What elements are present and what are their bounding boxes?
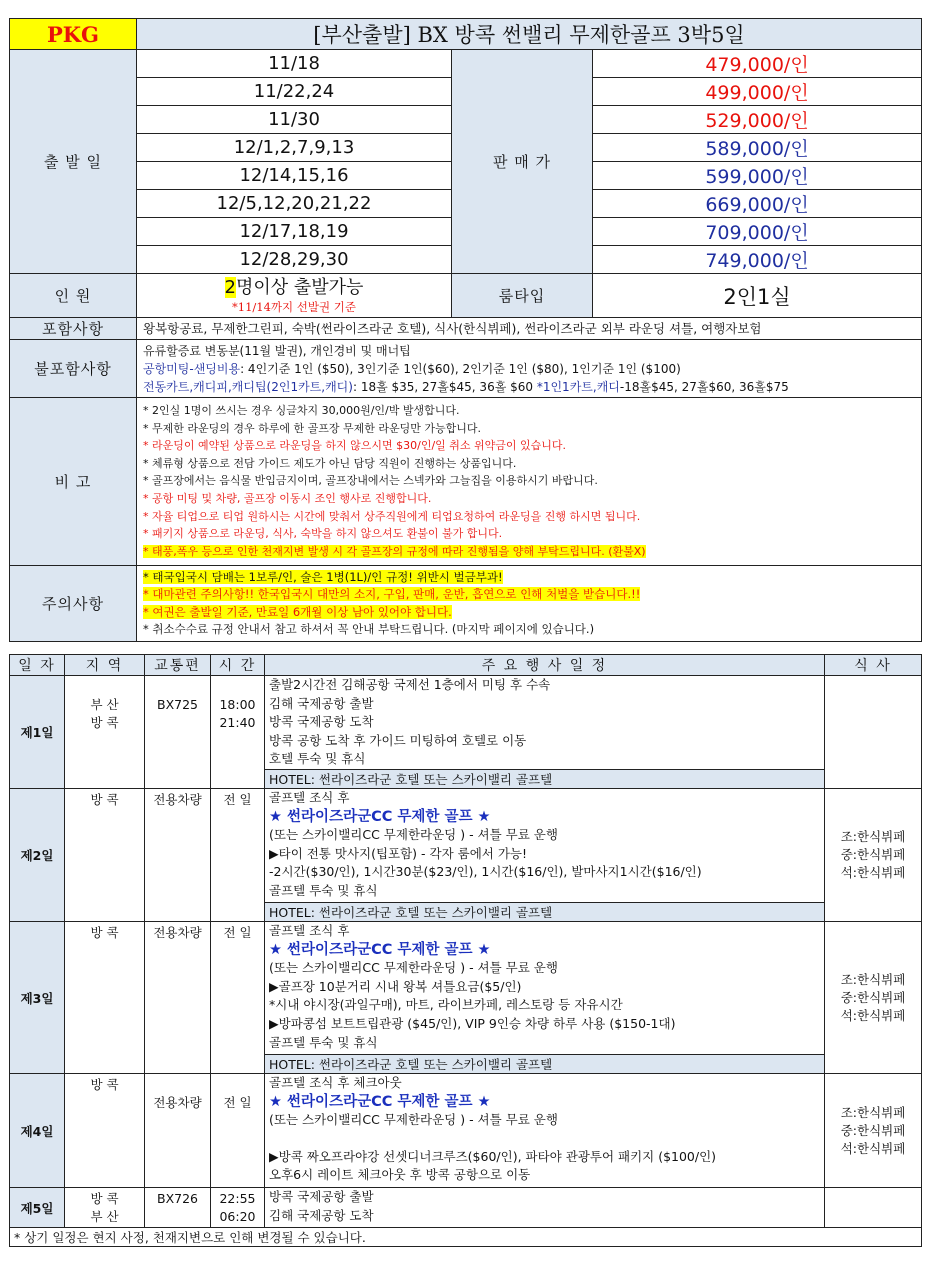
remark-line: * 골프장에서는 음식물 반입금지이며, 골프장내에서는 스넥카와 그늘집을 이용하시기 바랍니다. (143, 474, 598, 488)
hotel-info: HOTEL: 썬라이즈라군 호텔 또는 스카이밸리 골프텔 (265, 1055, 825, 1074)
remark-line: * 체류형 상품으로 전담 가이드 제도가 아닌 담당 직원이 진행하는 상품입니다. (143, 456, 517, 470)
persons-number: 2 (224, 276, 236, 298)
transport: BX726 (145, 1188, 211, 1228)
header-meals: 식 사 (825, 655, 922, 676)
room-type-label: 룸타입 (452, 274, 593, 318)
header-schedule: 주 요 행 사 일 정 (265, 655, 825, 676)
schedule-cell (265, 676, 825, 770)
remark-line: * 2인실 1명이 쓰시는 경우 싱글차지 30,000원/인/박 발생합니다. (143, 404, 460, 417)
departure-date: 11/22,24 (137, 78, 452, 106)
meals-cell (825, 1188, 922, 1228)
region: 방 콕 (65, 789, 145, 922)
region: 방 콕 (65, 1074, 145, 1188)
region-cell (65, 1188, 145, 1228)
transport: 전용차량 (145, 922, 211, 1074)
excluded-cell (137, 340, 922, 398)
meal: 중:한식뷔페 (840, 1122, 906, 1138)
persons-label: 인 원 (10, 274, 137, 318)
excluded-line-text: : 4인기준 1인 ($50), 3인기준 1인($60), 2인기준 1인 ($80), 1인기준 1인 ($100) (240, 361, 681, 376)
room-type-value: 2인1실 (593, 274, 922, 318)
meals-cell (825, 789, 922, 922)
remark-line: * 공항 미팅 및 차량, 골프장 이동시 조인 행사로 진행합니다. (143, 491, 432, 505)
schedule-line: 골프텔 투숙 및 휴식 (269, 1034, 378, 1050)
transport: 전용차량 (145, 1074, 211, 1188)
meals-cell (825, 1074, 922, 1188)
day-label: 제4일 (10, 1074, 65, 1188)
remark-line: * 무제한 라운딩의 경우 하루에 한 골프장 무제한 라운딩만 가능합니다. (143, 421, 481, 435)
meal: 중:한식뷔페 (840, 989, 906, 1005)
time: 전 일 (211, 1074, 265, 1188)
page-title: [부산출발] BX 방콕 썬밸리 무제한골프 3박5일 (137, 19, 922, 50)
departure-date: 11/30 (137, 106, 452, 134)
schedule-line: (또는 스카이밸리CC 무제한라운딩 ) - 셔틀 무료 운행 (269, 960, 558, 976)
caution-line: * 태국입국시 담배는 1보루/인, 술은 1병(1L)/인 규정! 위반시 벌금부과! (143, 569, 503, 584)
remark-line: * 패키지 상품으로 라운딩, 식사, 숙박을 하지 않으셔도 환불이 불가 합니다. (143, 527, 503, 541)
meal: 조:한식뷔페 (840, 971, 906, 987)
region-cell (65, 676, 145, 789)
package-tag: PKG (10, 19, 137, 50)
departure-date: 12/28,29,30 (137, 246, 452, 274)
time: 06:20 (219, 1209, 256, 1224)
meal: 조:한식뷔페 (840, 1104, 906, 1120)
departure-date: 12/14,15,16 (137, 162, 452, 190)
schedule-line: 방콕 국제공항 도착 (269, 714, 374, 730)
schedule-cell (265, 922, 825, 1055)
price-label: 판 매 가 (452, 50, 593, 274)
header-time: 시 간 (211, 655, 265, 676)
schedule-cell (265, 1188, 825, 1228)
meal: 조:한식뷔페 (840, 829, 906, 844)
schedule-line: 골프텔 조식 후 (269, 790, 350, 805)
meal: 석:한식뷔페 (840, 1007, 906, 1023)
schedule-cell (265, 1074, 825, 1188)
region: 방 콕 (90, 1191, 119, 1206)
schedule-line: 골프텔 조식 후 체크아웃 (269, 1075, 402, 1090)
schedule-line: ▶타이 전통 맛사지(팁포함) - 각자 룸에서 가능! (269, 845, 528, 861)
time: 전 일 (211, 922, 265, 1074)
excluded-line-label: 전동카트,캐디피,캐디팁(2인1카트,캐디) (143, 379, 353, 394)
transport: BX725 (145, 676, 211, 789)
remark-line: * 태풍,폭우 등으로 인한 천재지변 발생 시 각 골프장의 규정에 따라 진행됨을 양해 부탁드립니다. (환불X) (143, 544, 646, 558)
region: 방 콕 (90, 715, 119, 730)
schedule-line: -2시간($30/인), 1시간30분($23/인), 1시간($16/인), 발마사지1시간($16/인) (269, 864, 702, 880)
remarks-cell (137, 398, 922, 566)
remarks-label: 비 고 (10, 398, 137, 566)
meal: 중:한식뷔페 (840, 847, 906, 862)
time: 전 일 (211, 789, 265, 922)
schedule-spacer (269, 1130, 824, 1148)
hotel-info: HOTEL: 썬라이즈라군 호텔 또는 스카이밸리 골프텔 (265, 770, 825, 789)
included-text: 왕복항공료, 무제한그린피, 숙박(썬라이즈라군 호텔), 식사(한식뷔페), 썬라이즈라군 외부 라운딩 셔틀, 여행자보험 (137, 318, 922, 340)
region: 부 산 (90, 697, 119, 712)
schedule-line: (또는 스카이밸리CC 무제한라운딩 ) - 셔틀 무료 운행 (269, 1112, 558, 1128)
schedule-line: ▶방파콩섬 보트트립관광 ($45/인), VIP 9인승 차량 하루 사용 ($150-1대) (269, 1015, 676, 1031)
day-label: 제3일 (10, 922, 65, 1074)
departure-label: 출 발 일 (10, 50, 137, 274)
schedule-line: 방콕 국제공항 출발 (269, 1189, 374, 1204)
region: 부 산 (90, 1209, 119, 1224)
remark-line: * 라운딩이 예약된 상품으로 라운딩을 하지 않으시면 $30/인/일 취소 위약금이 있습니다. (143, 439, 567, 453)
price-value: 709,000/인 (593, 218, 922, 246)
schedule-line: 골프텔 조식 후 (269, 923, 350, 938)
schedule-line: ▶골프장 10분거리 시내 왕복 셔틀요금($5/인) (269, 978, 522, 994)
time: 18:00 (219, 697, 256, 712)
price-value: 749,000/인 (593, 246, 922, 274)
region: 방 콕 (65, 922, 145, 1074)
caution-line: * 여권은 출발일 기준, 만료일 6개월 이상 남아 있어야 합니다. (143, 604, 452, 619)
persons-note: *11/14까지 선발권 기준 (232, 299, 356, 314)
schedule-line: 김해 국제공항 도착 (269, 1207, 374, 1223)
time: 21:40 (219, 715, 256, 730)
day-label: 제1일 (10, 676, 65, 789)
schedule-line: 오후6시 레이트 체크아웃 후 방콕 공항으로 이동 (269, 1167, 531, 1183)
caution-line: * 취소수수료 규정 안내서 참고 하셔서 꼭 안내 부탁드립니다. (마지막 페이지에 있습니다.) (143, 622, 595, 636)
day-label: 제5일 (10, 1188, 65, 1228)
schedule-line: 김해 국제공항 출발 (269, 695, 374, 711)
itinerary-table (9, 654, 922, 1247)
schedule-line: ▶방콕 짜오프라야강 선셋디너크루즈($60/인), 파타야 관광투어 패키지 ($100/인) (269, 1148, 717, 1164)
included-label: 포함사항 (10, 318, 137, 340)
schedule-line: 골프텔 투숙 및 휴식 (269, 882, 378, 898)
meals-cell (825, 922, 922, 1074)
excluded-line-text: : 18홀 $35, 27홀$45, 36홀 $60 (352, 379, 537, 394)
schedule-line: 호텔 투숙 및 휴식 (269, 751, 366, 767)
schedule-line: 방콕 공항 도착 후 가이드 미팅하여 호텔로 이동 (269, 732, 527, 748)
schedule-line: *시내 야시장(과일구매), 마트, 라이브카페, 레스토랑 등 자유시간 (269, 997, 623, 1013)
excluded-line-label: *1인1카트,캐디 (536, 379, 620, 394)
excluded-line: 유류할증료 변동분(11월 발권), 개인경비 및 매너팁 (143, 343, 411, 358)
persons-text: 명이상 출발가능 (236, 276, 364, 298)
persons-cell (137, 274, 452, 318)
price-value: 499,000/인 (593, 78, 922, 106)
meal: 석:한식뷔페 (840, 865, 906, 880)
price-value: 589,000/인 (593, 134, 922, 162)
price-value: 669,000/인 (593, 190, 922, 218)
excluded-label: 불포함사항 (10, 340, 137, 398)
departure-date: 12/17,18,19 (137, 218, 452, 246)
schedule-line: (또는 스카이밸리CC 무제한라운딩 ) - 셔틀 무료 운행 (269, 827, 558, 843)
schedule-line: 출발2시간전 김해공항 국제선 1층에서 미팅 후 수속 (269, 677, 551, 692)
departure-date: 11/18 (137, 50, 452, 78)
price-value: 479,000/인 (593, 50, 922, 78)
departure-date: 12/1,2,7,9,13 (137, 134, 452, 162)
caution-line: * 대마관련 주의사항!! 한국입국시 대만의 소지, 구입, 판매, 운반, 흡연으로 인해 처벌을 받습니다.!! (143, 587, 641, 601)
transport: 전용차량 (145, 789, 211, 922)
excluded-line-label: 공항미팅-샌딩비용 (143, 361, 241, 376)
footer-note: * 상기 일정은 현지 사정, 천재지변으로 인해 변경될 수 있습니다. (10, 1228, 922, 1247)
caution-cell (137, 566, 922, 642)
package-info-table (9, 18, 922, 642)
time-cell (211, 676, 265, 789)
departure-date: 12/5,12,20,21,22 (137, 190, 452, 218)
price-value: 529,000/인 (593, 106, 922, 134)
golf-highlight: ★ 썬라이즈라군CC 무제한 골프 ★ (269, 1093, 491, 1110)
time: 22:55 (219, 1191, 256, 1206)
meal: 석:한식뷔페 (840, 1140, 906, 1156)
remark-line: * 자율 티업으로 티업 원하시는 시간에 맞춰서 상주직원에게 티업요청하여 라운딩을 진행 하시면 됩니다. (143, 509, 641, 523)
header-region: 지 역 (65, 655, 145, 676)
golf-highlight: ★ 썬라이즈라군CC 무제한 골프 ★ (269, 808, 491, 825)
header-transport: 교통편 (145, 655, 211, 676)
header-day: 일 자 (10, 655, 65, 676)
meals-cell (825, 676, 922, 789)
day-label: 제2일 (10, 789, 65, 922)
price-value: 599,000/인 (593, 162, 922, 190)
time-cell (211, 1188, 265, 1228)
schedule-cell (265, 789, 825, 903)
golf-highlight: ★ 썬라이즈라군CC 무제한 골프 ★ (269, 941, 491, 958)
hotel-info: HOTEL: 썬라이즈라군 호텔 또는 스카이밸리 골프텔 (265, 903, 825, 922)
excluded-line-text: -18홀$45, 27홀$60, 36홀$75 (619, 379, 789, 394)
caution-label: 주의사항 (10, 566, 137, 642)
